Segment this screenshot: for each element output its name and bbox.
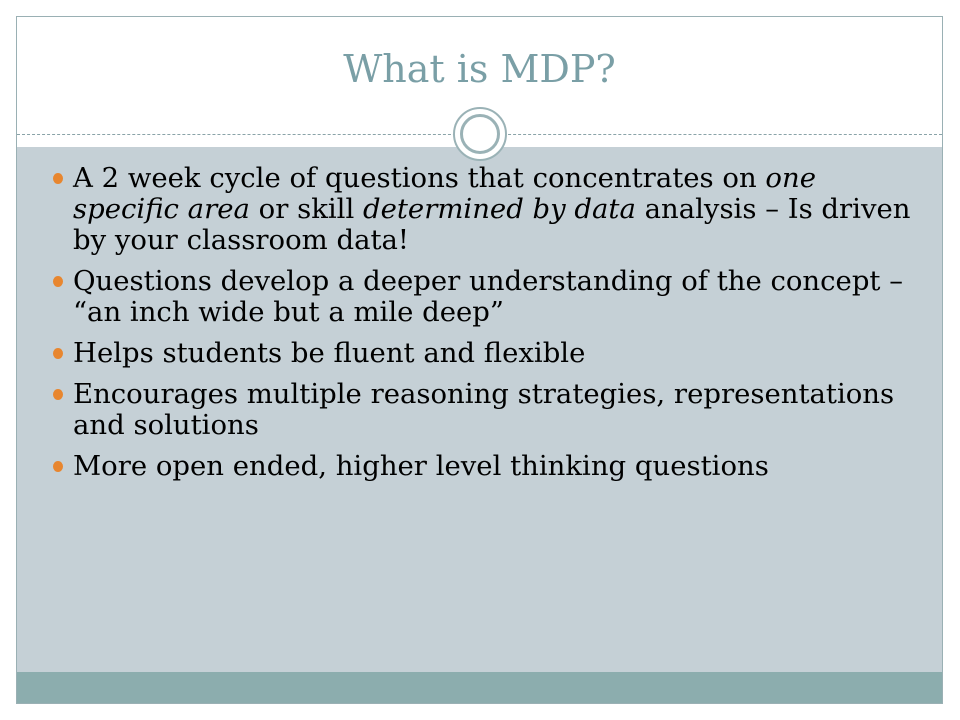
circle-ring-icon (453, 107, 507, 161)
bullet-text: analysis – Is driven by your classroom data! (73, 193, 911, 256)
bullet-item (53, 379, 913, 441)
bullet-text: A 2 week cycle of questions that concentrates on (73, 162, 766, 194)
bullet-list (53, 163, 913, 492)
slide-title: What is MDP? (343, 47, 616, 91)
bullet-text: More open ended, higher level thinking questions (73, 450, 769, 482)
bullet-item (53, 266, 913, 328)
bullet-text: or skill (249, 193, 363, 225)
footer-band (17, 672, 942, 704)
bullet-item (53, 451, 913, 482)
bullet-text-italic: one specific area (73, 162, 816, 225)
bullet-text: Helps students be fluent and flexible (73, 337, 586, 369)
bullet-text: Encourages multiple reasoning strategies, representations and solutions (73, 378, 895, 441)
bullet-item (53, 338, 913, 369)
bullet-text-italic: determined by data (362, 193, 636, 225)
slide (16, 16, 943, 704)
bullet-item (53, 163, 913, 256)
bullet-text: Questions develop a deeper understanding of the concept – “an inch wide but a mile deep” (73, 265, 903, 328)
